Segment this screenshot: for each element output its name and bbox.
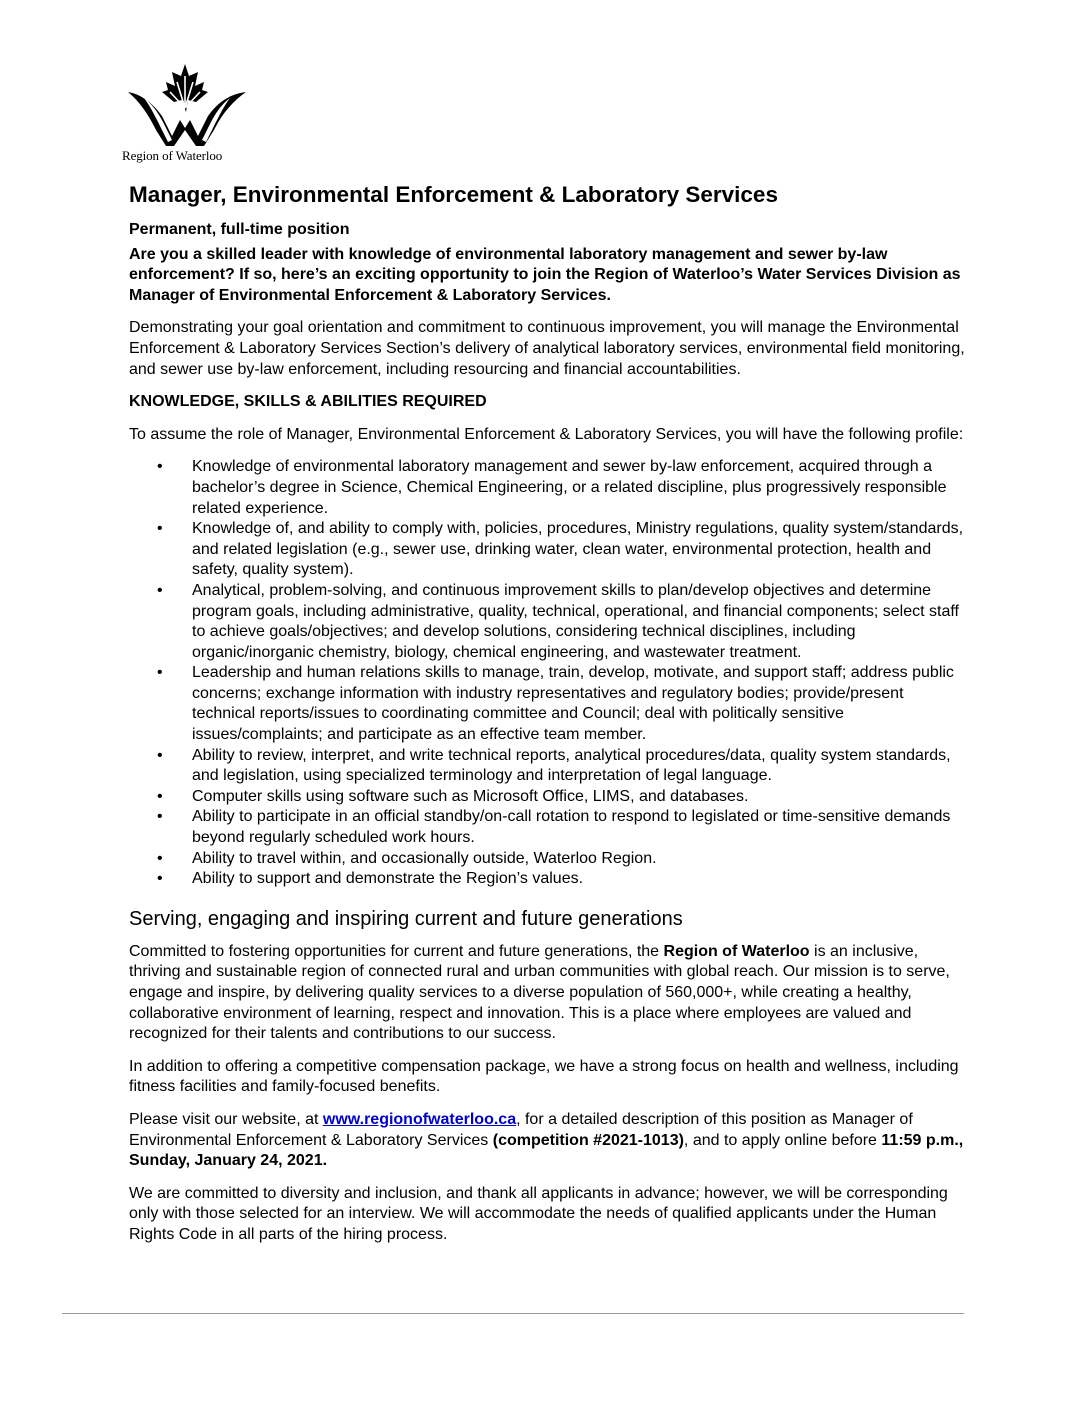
- position-type: Permanent, full-time position: [129, 221, 350, 238]
- website-link[interactable]: www.regionofwaterloo.ca: [322, 1110, 517, 1128]
- requirements-heading: KNOWLEDGE, SKILLS & ABILITIES REQUIRED: [129, 393, 487, 411]
- about-paragraph: Committed to fostering opportunities for current and future generations, the Region of Waterloo is an inclusive, thriving and sustainable region of connected rural and urban communities with global reach. Our mission is to serve, engage and inspire, by delivering quality services to a diverse population of 560,000+, while creating a healthy, collaborative environment of learning, respect and innovation. This is a place where employees are valued and recognized for their talents and contributions to our success.: [129, 942, 950, 1043]
- competition-number: (competition #2021-1013): [492, 1131, 684, 1149]
- list-item: • Ability to review, interpret, and write technical reports, analytical procedures/data, quality system standards, and legislation, using specialized terminology and interpretation of legal language.: [157, 746, 951, 785]
- apply-paragraph: Please visit our website, at www.regionofwaterloo.ca, for a detailed description of this position as Manager of Environmental Enforcement & Laboratory Services (competition #2021-1013), and to apply online before 11:59 p.m., Sunday, January 24, 2021.: [129, 1110, 964, 1170]
- requirements-list: [129, 457, 969, 889]
- lead-paragraph: Are you a skilled leader with knowledge of environmental laboratory management and sewer by-law enforcement? If so, here’s an exciting opportunity to join the Region of Waterloo’s Water Services Division as Manager of Environmental Enforcement & Laboratory Services.: [129, 245, 961, 304]
- bullet: •: [157, 849, 163, 867]
- list-item: • Ability to support and demonstrate the Region’s values.: [129, 869, 969, 890]
- bullet: •: [157, 581, 163, 599]
- benefits-paragraph: In addition to offering a competitive compensation package, we have a strong focus on health and wellness, including fitness facilities and family-focused benefits.: [129, 1057, 959, 1096]
- application-deadline: 11:59 p.m., Sunday, January 24, 2021.: [129, 1131, 964, 1170]
- bullet: •: [157, 870, 163, 888]
- bullet: •: [157, 458, 163, 476]
- intro-paragraph: Demonstrating your goal orientation and commitment to continuous improvement, you will manage the Environmental Enforcement & Laboratory Services Section’s delivery of analytical laboratory services, environmental field monitoring, and sewer use by-law enforcement, including resourcing and financial accountabilities.: [129, 319, 965, 378]
- list-item: • Knowledge of, and ability to comply with, policies, procedures, Ministry regulations, quality system/standards, and related legislation (e.g., sewer use, drinking water, clean water, environmental protection, health and safety, quality system).: [157, 520, 964, 579]
- about-heading: Serving, engaging and inspiring current and future generations: [129, 907, 683, 930]
- bullet: •: [157, 520, 163, 538]
- bullet: •: [157, 808, 163, 826]
- closing-paragraph: We are committed to diversity and inclusion, and thank all applicants in advance; however, we will be corresponding only with those selected for an interview. We will accommodate the needs of qualified applicants under the Human Rights Code in all parts of the hiring process.: [129, 1184, 948, 1243]
- bullet: •: [157, 787, 163, 805]
- bullet: •: [157, 746, 163, 764]
- list-item: • Leadership and human relations skills to manage, train, develop, motivate, and support staff; address public concerns; exchange information with industry representatives and regulatory bodies; provide/present technical reports/issues to coordinating committee and Council; deal with politically sensitive issues/complaints; and participate as an effective team member.: [157, 664, 954, 744]
- job-posting: [129, 180, 969, 1258]
- list-item: • Ability to travel within, and occasionally outside, Waterloo Region.: [129, 849, 969, 870]
- page-title: Manager, Environmental Enforcement & Laboratory Services: [129, 182, 778, 207]
- region-name: Region of Waterloo: [663, 942, 810, 960]
- logo-text: Region of Waterloo: [122, 148, 223, 163]
- footer-divider: [62, 1313, 964, 1314]
- region-of-waterloo-leaf-w-icon: [122, 62, 252, 146]
- list-item: • Computer skills using software such as Microsoft Office, LIMS, and databases.: [129, 787, 969, 808]
- requirements-intro: To assume the role of Manager, Environmental Enforcement & Laboratory Services, you will have the following profile:: [129, 425, 964, 443]
- list-item: • Analytical, problem-solving, and continuous improvement skills to plan/develop objectives and determine program goals, including administrative, quality, technical, operational, and financial components; select staff to achieve goals/objectives; and develop solutions, considering technical disciplines, including organic/inorganic chemistry, biology, chemical engineering, and wastewater treatment.: [157, 581, 959, 661]
- list-item: • Knowledge of environmental laboratory management and sewer by-law enforcement, acquired through a bachelor’s degree in Science, Chemical Engineering, or a related discipline, plus progressively responsible related experience.: [157, 458, 947, 517]
- list-item: • Ability to participate in an official standby/on-call rotation to respond to legislated or time-sensitive demands beyond regularly scheduled work hours.: [157, 808, 951, 847]
- region-logo: [122, 62, 252, 166]
- bullet: •: [157, 664, 163, 682]
